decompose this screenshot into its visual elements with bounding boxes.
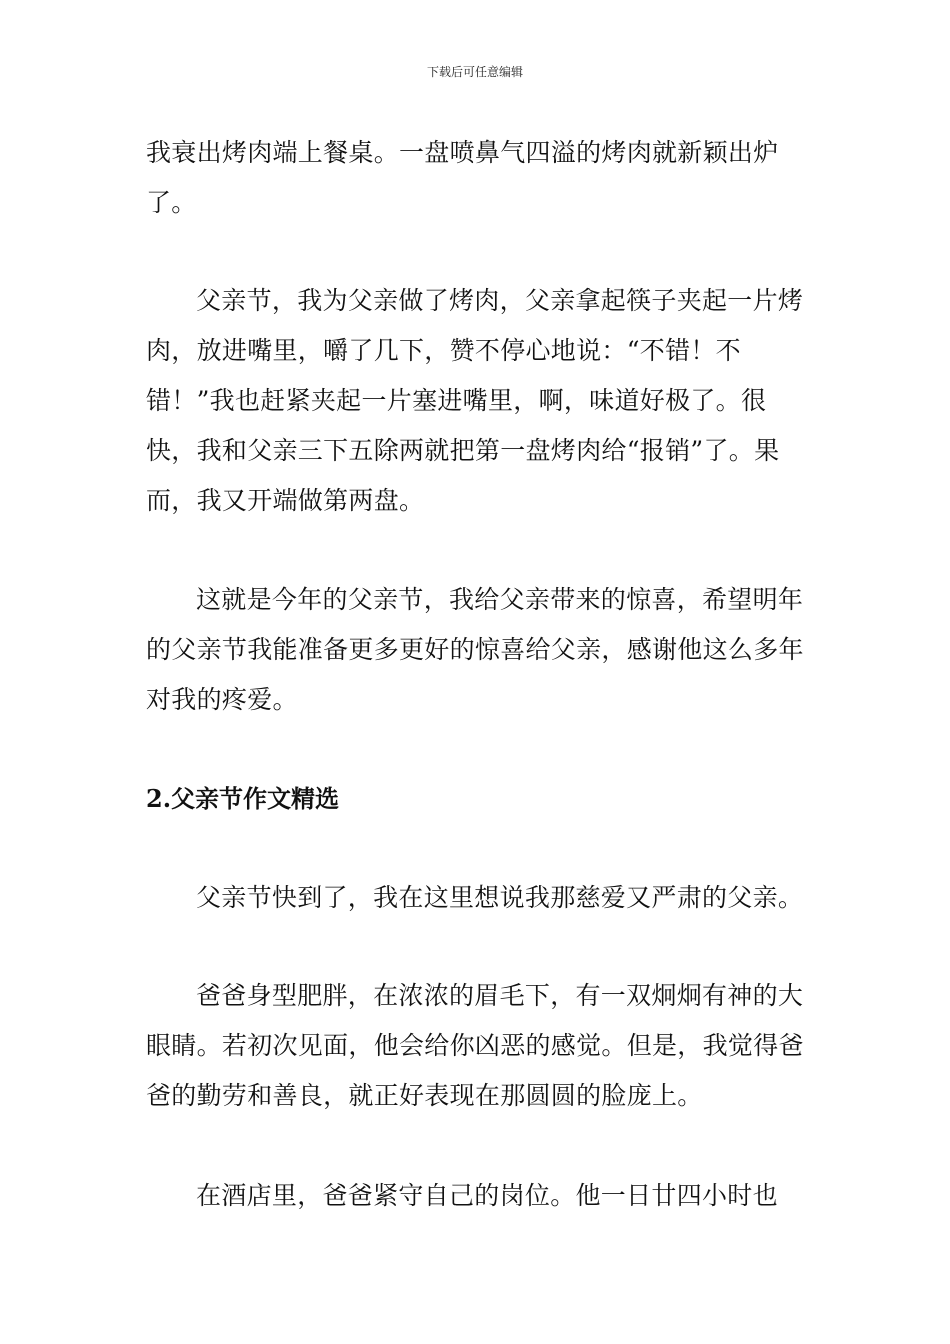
section-heading: 2.父亲节作文精选 [146, 784, 340, 813]
page-header: 下载后可任意编辑 [426, 65, 523, 79]
section-paragraph-3: 在酒店里，爸爸紧守自己的岗位。他一日廿四小时也 [196, 1181, 778, 1210]
section-paragraph-2: 爸爸身型肥胖，在浓浓的眉毛下，有一双炯炯有神的大眼睛。若初次见面，他会给你凶恶的感觉。但是，我觉得爸爸的勤劳和善良，就正好表现在那圆圆的脸庞上。 [146, 981, 804, 1110]
paragraph-3: 这就是今年的父亲节，我给父亲带来的惊喜，希望明年的父亲节我能准备更多更好的惊喜给父亲，感谢他这么多年对我的疼爱。 [146, 585, 804, 714]
section-paragraph-1: 父亲节快到了，我在这里想说我那慈爱又严肃的父亲。 [196, 883, 804, 912]
paragraph-2: 父亲节，我为父亲做了烤肉，父亲拿起筷子夹起一片烤肉，放进嘴里，嚼了几下，赞不停心地说：“不错！不错！”我也赶紧夹起一片塞进嘴里，啊，味道好极了。很快，我和父亲三下五除两就把第一盘烤肉给“报销”了。果而，我又开端做第两盘。 [146, 286, 804, 515]
paragraph-1: 我衰出烤肉端上餐桌。一盘喷鼻气四溢的烤肉就新颖出炉了。 [146, 138, 779, 217]
